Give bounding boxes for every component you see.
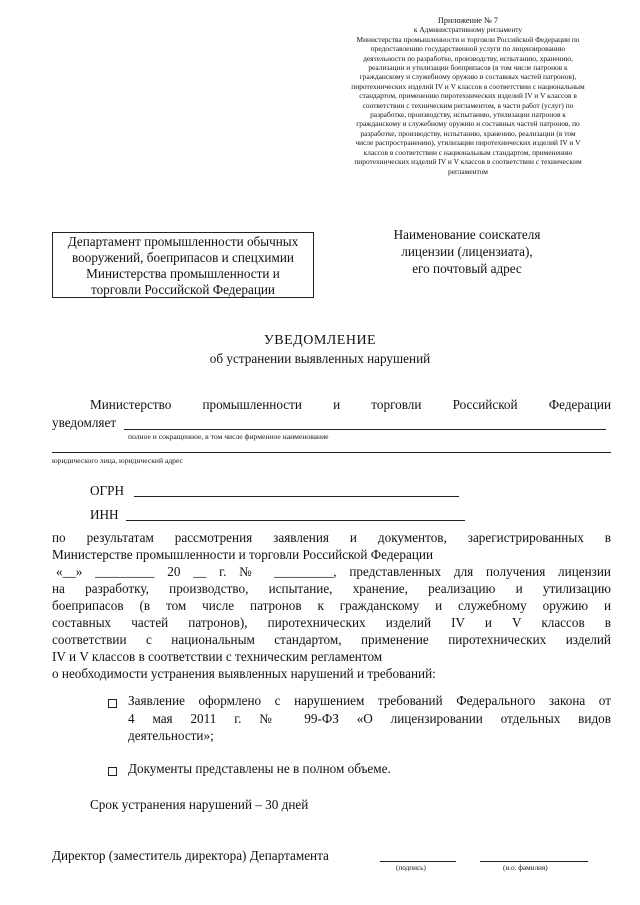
- checkbox-incomplete-documents[interactable]: [108, 764, 117, 782]
- appendix-line: Министерства промышленности и торговли Российской Федерации по: [356, 34, 580, 44]
- checklist-item: [128, 692, 611, 745]
- appendix-line: к Административному регламенту: [413, 25, 523, 35]
- inn-field[interactable]: [126, 520, 465, 521]
- department-box: [52, 232, 314, 298]
- applicant-line: лицензии (лицензиата),: [401, 244, 533, 259]
- appendix-line: гражданскому и служебному оружию и составных частей патронов),: [359, 72, 577, 82]
- ogrn-label: ОГРН: [90, 483, 125, 498]
- applicant-line: его почтовый адрес: [412, 261, 522, 276]
- signer-name-field[interactable]: [480, 861, 588, 862]
- organization-name-field[interactable]: [124, 429, 606, 430]
- signature-field[interactable]: [380, 861, 456, 862]
- checklist-item: [128, 760, 611, 778]
- body-line: по результатам рассмотрения заявления и документов, зарегистрированных в: [52, 530, 611, 545]
- checkbox-square[interactable]: [108, 699, 117, 708]
- appendix-number: Приложение № 7: [438, 16, 498, 25]
- appendix-line: разработке, производству, испытанию, утилизации патронов к: [370, 110, 566, 120]
- signature-label: Директор (заместитель директора) Департамента: [52, 848, 329, 863]
- intro-word: Федерации: [548, 397, 612, 412]
- body-line: Министерстве промышленности и торговли Российской Федерации: [52, 547, 434, 562]
- registration-line: «__» _________ 20 __ г. № _________, представленных для получения лицензии: [56, 564, 611, 579]
- document-subtitle: об устранении выявленных нарушений: [209, 351, 431, 366]
- intro-line: [90, 396, 611, 413]
- deadline-text: Срок устранения нарушений – 30 дней: [90, 797, 309, 812]
- appendix-line: пиротехнических изделий IV и V классов в соответствии с техническим: [354, 157, 582, 167]
- body-line: на разработку, производство, испытание, хранение, реализацию и утилизацию: [52, 581, 611, 596]
- intro-word: и: [333, 397, 341, 412]
- intro-word: Министерство: [90, 397, 172, 412]
- applicant-block: [352, 226, 582, 277]
- department-line: Министерства промышленности и: [86, 266, 280, 281]
- appendix-line: регламентом: [448, 166, 488, 176]
- intro-word: Российской: [452, 397, 518, 412]
- appendix-line: пиротехнических изделий IV и V классов в соответствии с национальным: [351, 81, 585, 91]
- appendix-line: предоставлению государственной услуги по лицензированию: [370, 44, 566, 54]
- department-line: торговли Российской Федерации: [90, 282, 275, 297]
- appendix-line: гражданскому и служебному оружию и составных частей патронов, по: [356, 119, 580, 129]
- signer-name-hint: (и.о. фамилия): [503, 864, 548, 872]
- appendix-line: деятельности по разработке, производству, испытанию, хранению,: [363, 53, 573, 63]
- body-line: составных частей патронов), пиротехнических изделий IV и V классов в: [52, 615, 611, 630]
- notifies-label: уведомляет: [52, 415, 117, 430]
- body-line: о необходимости устранения выявленных нарушений и требований:: [52, 666, 436, 681]
- intro-word: промышленности: [202, 397, 302, 412]
- applicant-line: Наименование соискателя: [393, 227, 541, 242]
- appendix-line: соответствии с техническим регламентом, в части работ (услуг) по: [362, 100, 574, 110]
- appendix-header: [318, 16, 618, 176]
- organization-address-hint: юридического лица, юридический адрес: [52, 456, 183, 465]
- checkbox-square[interactable]: [108, 767, 117, 776]
- ogrn-field[interactable]: [134, 496, 459, 497]
- appendix-line: классов в соответствии с национальным стандартом, применению: [363, 147, 573, 157]
- appendix-line: стандартом, применению пиротехнических изделий IV и V классов в: [359, 91, 577, 101]
- signature-hint: (подпись): [396, 864, 426, 872]
- organization-name-hint: полное и сокращенное, в том числе фирменное наименование: [128, 432, 329, 441]
- inn-label: ИНН: [90, 507, 119, 522]
- appendix-line: реализации и утилизации боеприпасов (в том числе патронов к: [368, 63, 568, 73]
- checklist-line: 4 мая 2011 г. № 99-ФЗ «О лицензировании отдельных видов: [128, 710, 611, 726]
- checkbox-application-violation[interactable]: [108, 696, 117, 714]
- department-line: вооружений, боеприпасов и спецхимии: [72, 250, 294, 265]
- appendix-line: разработке, производству, испытанию, хранению, реализации (в том: [360, 128, 576, 138]
- document-title: УВЕДОМЛЕНИЕ: [263, 333, 377, 348]
- department-line: Департамент промышленности обычных: [67, 234, 299, 249]
- body-line: IV и V классов в соответствии с техническим регламентом: [52, 649, 383, 664]
- checklist-line: Документы представлены не в полном объеме.: [128, 761, 391, 776]
- intro-word: торговли: [371, 397, 422, 412]
- checklist-line: деятельности»;: [128, 728, 214, 743]
- body-paragraph: [52, 529, 611, 682]
- body-line: боеприпасов (в том числе патронов к гражданскому и служебному оружию и: [52, 598, 611, 613]
- checklist-line: Заявление оформлено с нарушением требований Федерального закона от: [128, 693, 611, 708]
- organization-address-field[interactable]: [52, 452, 611, 453]
- appendix-line: числе распространению), утилизации пиротехнических изделий IV и V: [355, 138, 581, 148]
- body-line: соответствии с национальным стандартом, применение пиротехнических изделий: [52, 632, 611, 647]
